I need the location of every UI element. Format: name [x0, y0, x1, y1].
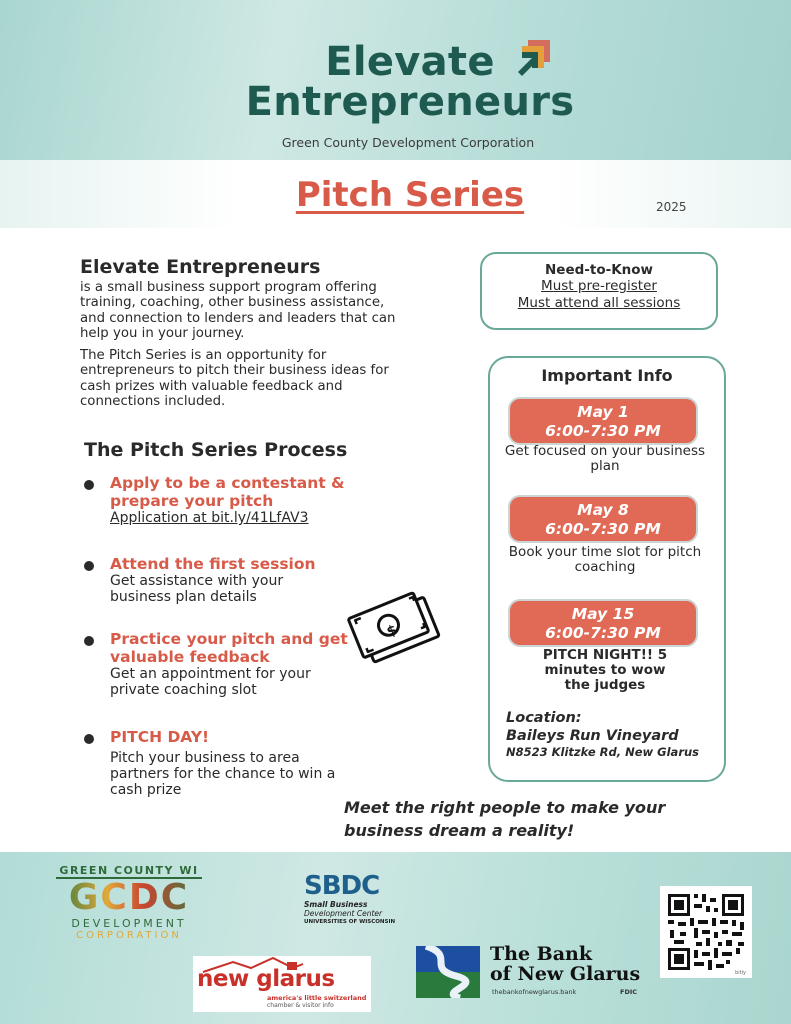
session-time: 6:00-7:30 PM [545, 624, 661, 642]
step-desc: Get assistance with your business plan details [110, 573, 284, 605]
svg-text:$: $ [384, 622, 400, 641]
session-note: PITCH NIGHT!! 5 minutes to wow the judges [542, 647, 668, 693]
intro-body-pitch: The Pitch Series is an opportunity for entrepreneurs to pitch their business ideas for cash prizes with valuable feedback and connections included. [80, 348, 389, 409]
session-date-pill [508, 599, 698, 647]
gcdc-corporation: CORPORATION [76, 930, 182, 941]
sbdc-sub2: Development Center [304, 909, 383, 918]
bullet-icon [84, 636, 94, 646]
session-date-pill [508, 495, 698, 543]
fdic-label: FDIC [620, 988, 638, 996]
step-desc: Get an appointment for your private coaching slot [110, 666, 311, 698]
new-glarus-wordmark: new glarus [197, 966, 335, 992]
session-date-pill [508, 397, 698, 445]
bank-url: thebankofnewglarus.bank [492, 988, 577, 996]
important-info-box [488, 356, 726, 782]
brand-title-line2: Entrepreneurs [245, 79, 575, 125]
bank-name-line2: of New Glarus [490, 963, 641, 985]
session-date: May 15 [571, 605, 635, 623]
intro-body: is a small business support program offering training, coaching, other business assistance, and connection to lenders and leaders that can help you in your journey. [80, 280, 396, 341]
bank-logo [416, 944, 646, 1004]
application-link[interactable]: Application at bit.ly/41LfAV3 [110, 510, 309, 526]
qr-code[interactable] [660, 886, 752, 978]
need-to-know-item: Must attend all sessions [517, 295, 681, 311]
important-info-title: Important Info [541, 366, 673, 385]
location-address: N8523 Klitzke Rd, New Glarus [506, 745, 700, 759]
new-glarus-logo [193, 956, 371, 1012]
process-heading: The Pitch Series Process [84, 439, 348, 461]
location-label: Location: [506, 710, 582, 726]
session-time: 6:00-7:30 PM [545, 422, 661, 440]
bullet-icon [84, 480, 94, 490]
year-label: 2025 [656, 200, 687, 214]
sbdc-sub1: Small Business [304, 900, 368, 909]
bullet-icon [84, 734, 94, 744]
gcdc-letters: GCDC [56, 879, 202, 917]
need-to-know-box [480, 252, 718, 330]
step-title: Apply to be a contestant & prepare your pitch [110, 474, 345, 510]
process-step-pitch-day [84, 728, 354, 798]
gcdc-logo [56, 864, 202, 940]
arrow-logo-icon [518, 38, 560, 80]
need-to-know-item: Must pre-register [541, 278, 657, 294]
organization-subtitle: Green County Development Corporation [281, 135, 535, 150]
bullet-icon [84, 561, 94, 571]
process-step-first-session [84, 555, 354, 605]
session-time: 6:00-7:30 PM [545, 520, 661, 538]
step-title: PITCH DAY! [110, 728, 210, 746]
tagline: Meet the right people to make your business dream a reality! [344, 798, 666, 840]
sbdc-sub3: UNIVERSITIES OF WISCONSIN [304, 919, 396, 925]
sbdc-logo [304, 872, 404, 932]
step-title: Attend the first session [110, 555, 316, 573]
location-name: Baileys Run Vineyard [506, 728, 679, 744]
process-step-practice [84, 630, 354, 698]
money-icon [345, 588, 445, 668]
new-glarus-sub: america's little switzerland [267, 994, 367, 1002]
intro-heading: Elevate Entrepreneurs [80, 256, 321, 278]
session-note: Get focused on your business plan [504, 443, 706, 474]
qr-tag: bitly [735, 970, 746, 976]
bank-name-line1: The Bank [490, 943, 593, 965]
step-title: Practice your pitch and get valuable feedback [110, 630, 348, 666]
need-to-know-title: Need-to-Know [544, 262, 654, 278]
session-note: Book your time slot for pitch coaching [508, 544, 702, 575]
gcdc-development: DEVELOPMENT [71, 917, 187, 930]
gcdc-top-text: GREEN COUNTY WI [56, 864, 202, 879]
sbdc-wordmark: SBDC [304, 871, 380, 901]
page-title: Pitch Series [295, 175, 525, 215]
qr-code-icon [660, 886, 752, 978]
brand-title-line1: Elevate [325, 39, 495, 85]
new-glarus-sub2: chamber & visitor info [267, 1002, 334, 1009]
session-date: May 8 [577, 501, 629, 519]
step-desc: Pitch your business to area partners for the chance to win a cash prize [110, 750, 336, 798]
river-icon [416, 946, 480, 998]
process-step-apply [84, 474, 354, 526]
session-date: May 1 [577, 403, 629, 421]
